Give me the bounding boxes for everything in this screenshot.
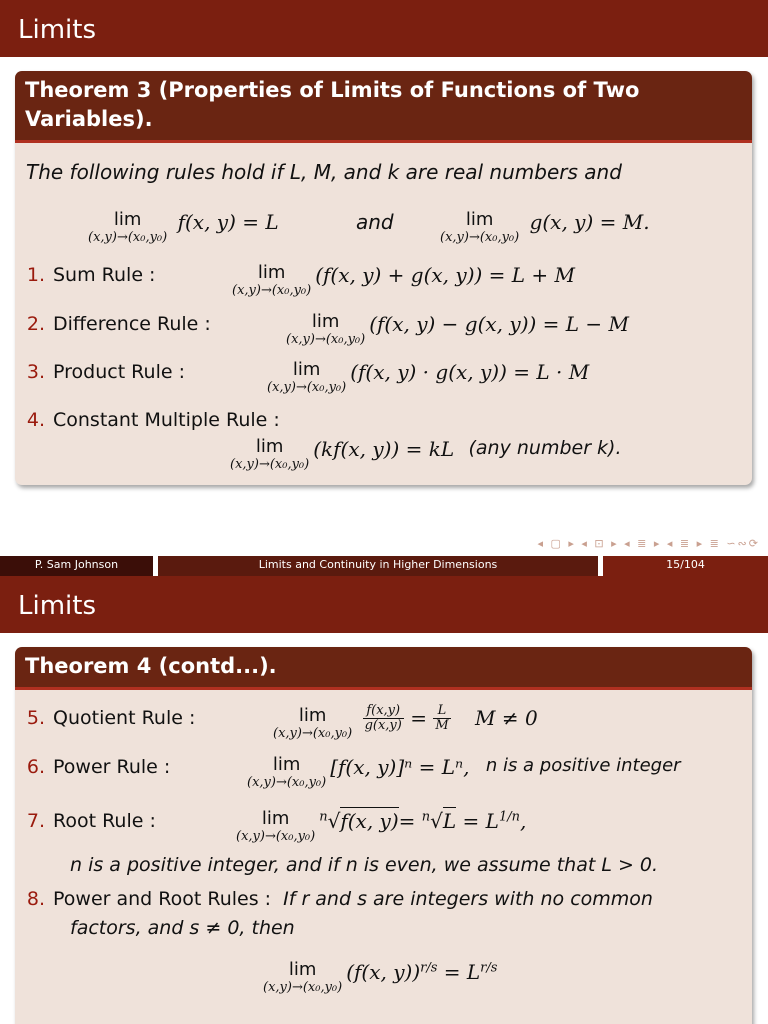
rule-6-condition: n is a positive integer [485,755,681,776]
quotient-rhs: $\frac{L}{M}$ [435,703,449,733]
rule-number: 7. [26,810,45,832]
rule-4-expr [230,437,622,473]
footer-author: P. Sam Johnson [0,556,153,576]
theorem-4-title: Theorem 4 (contd...). [15,647,752,690]
lim-word: lim [311,311,340,332]
frame-title: Limits [0,576,768,633]
hypothesis-g-expr: g(x, y) = M. [529,210,650,234]
theorem-intro: The following rules hold if L, M, and k are real numbers and [26,160,622,184]
rule-name: Sum Rule : [53,264,156,286]
footer-deck-title: Limits and Continuity in Higher Dimensions [158,556,598,576]
equals-sign: = [410,706,427,730]
theorem-3-title: Theorem 3 (Properties of Limits of Functions of Two Variables). [15,71,752,143]
theorem-4-block [15,647,752,1024]
rule-number: 5. [26,707,45,729]
rule-8 [15,888,653,910]
lim-word: lim [465,209,494,230]
rule-name: Quotient Rule : [53,707,196,729]
slide-16 [0,576,768,1024]
rule-6 [15,756,170,778]
lim-word: lim [261,808,290,829]
footer-page-number: 15/104 [603,556,768,576]
rule-3-expr [267,360,589,396]
rule-number: 4. [26,409,45,431]
rule-5-condition: M ≠ 0 [475,706,538,730]
rule-2-expr [286,312,629,348]
lim-sub: (x,y)→(x₀,y₀) [273,726,353,741]
lim-word: lim [257,262,286,283]
lim-sub: (x,y)→(x₀,y₀) [286,332,366,347]
rule-6-formula: [f(x, y)]ⁿ = Lⁿ, [330,755,470,779]
rule-name: Power Rule : [53,756,171,778]
lim-sub: (x,y)→(x₀,y₀) [236,829,316,844]
rule-8-description-1: If r and s are integers with no common [283,888,653,910]
rule-number: 2. [26,313,45,335]
rule-6-expr [247,755,681,791]
quotient-fraction: $\frac{f(x,y)}{g(x,y)}$ [364,703,402,733]
rule-8-expr [263,960,497,996]
rule-2 [15,313,211,335]
hypothesis-f [88,210,279,246]
lim-word: lim [288,959,317,980]
lim-sub: (x,y)→(x₀,y₀) [247,775,327,790]
rule-8-description-2: factors, and s ≠ 0, then [70,917,295,939]
rule-4-formula: (kf(x, y)) = kL [313,437,455,461]
rule-number: 1. [26,264,45,286]
rule-name: Product Rule : [53,361,185,383]
rule-3-formula: (f(x, y) · g(x, y)) = L · M [350,360,590,384]
rule-name: Difference Rule : [53,313,211,335]
rule-name: Constant Multiple Rule : [53,409,280,431]
rule-4 [15,409,280,431]
rule-7-continuation: n is a positive integer, and if n is even, we assume that L > 0. [70,854,659,876]
theorem-3-block [15,71,752,485]
lim-sub: (x,y)→(x₀,y₀) [230,457,310,472]
rule-number: 8. [26,888,45,910]
lim-sub: (x,y)→(x₀,y₀) [263,980,343,995]
lim-sub: (x,y)→(x₀,y₀) [267,380,347,395]
hypothesis-f-expr: f(x, y) = L [177,210,279,234]
lim-word: lim [272,754,301,775]
rule-1-expr [232,263,575,299]
lim-sub: (x,y)→(x₀,y₀) [232,283,312,298]
rule-name: Root Rule : [53,810,156,832]
rule-7-expr [236,809,526,845]
rule-1 [15,264,155,286]
hypothesis-and: and [356,210,394,234]
beamer-nav-icons[interactable]: ◂ ▢ ▸ ◂ ⊡ ▸ ◂ ≣ ▸ ◂ ≣ ▸ ≣ ∽∾⟳ [537,537,760,550]
rule-5 [15,707,195,729]
rule-5-expr [273,703,538,742]
rule-2-formula: (f(x, y) − g(x, y)) = L − M [369,312,630,336]
lim-sub: (x,y)→(x₀,y₀) [440,230,520,245]
rule-4-note: (any number k). [468,437,622,459]
lim-word: lim [113,209,142,230]
rule-8-formula: (f(x, $y))^{r/s} = L^{r/s}$ [346,960,498,984]
hypothesis-g [440,210,650,246]
lim-word: lim [292,359,321,380]
rule-name: Power and Root Rules : [53,888,272,910]
lim-word: lim [255,436,284,457]
frame-title: Limits [0,0,768,57]
rule-1-formula: (f(x, y) + g(x, y)) = L + M [315,263,576,287]
rule-7 [15,810,156,832]
rule-7-formula: $^n$√f(x, $y)= ^n√L = L^{1/n}$, [319,809,527,833]
rule-number: 3. [26,361,45,383]
lim-sub: (x,y)→(x₀,y₀) [88,230,168,245]
rule-3 [15,361,185,383]
rule-number: 6. [26,756,45,778]
footer-bar [0,556,768,576]
lim-word: lim [298,705,327,726]
